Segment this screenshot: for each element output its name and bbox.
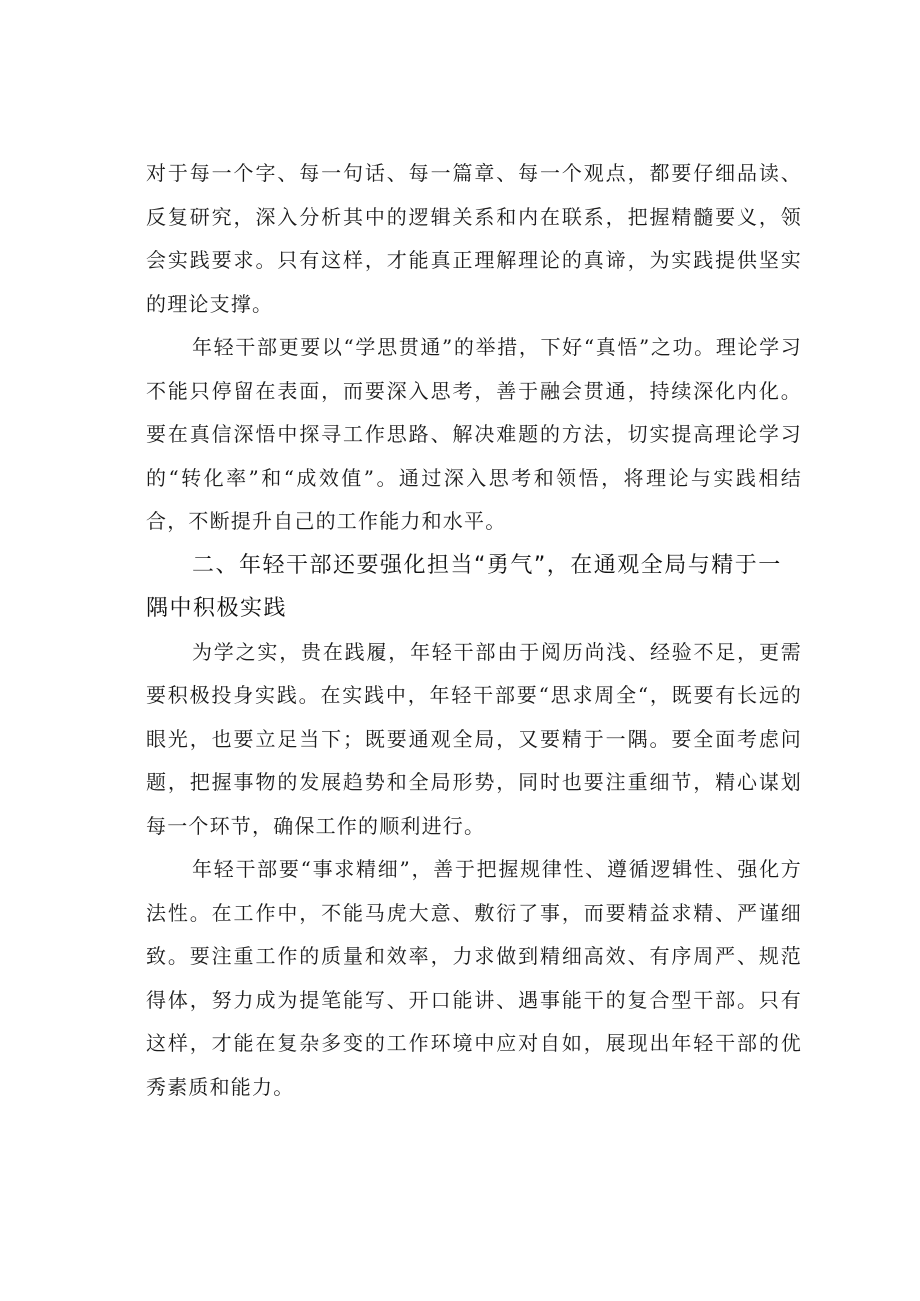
paragraph-practice: 为学之实，贵在践履，年轻干部由于阅历尚浅、经验不足，更需要积极投身实践。在实践中，年轻干部要“思求周全“，既要有长远的眼光，也要立足当下；既要通观全局，又要精于一隅。要全面考虑问题，把握事物的发展趋势和全局形势，同时也要注重细节，精心谋划每一个环节，确保工作的顺利进行。 [146, 639, 802, 838]
document-body [146, 152, 802, 1109]
paragraph-precision: 年轻干部要“事求精细”，善于把握规律性、遵循逻辑性、强化方法性。在工作中，不能马虎大意、敷衍了事，而要精益求精、严谨细致。要注重工作的质量和效率，力求做到精细高效、有序周严、规范得体，努力成为提笔能写、开口能讲、遇事能干的复合型干部。只有这样，才能在复杂多变的工作环境中应对自如，展现出年轻干部的优秀素质和能力。 [146, 857, 802, 1099]
section-heading-2: 二、年轻干部还要强化担当“勇气”，在通观全局与精于一隅中积极实践 [146, 552, 782, 621]
paragraph-continuation: 对于每一个字、每一句话、每一篇章、每一个观点，都要仔细品读、反复研究，深入分析其中的逻辑关系和内在联系，把握精髓要义，领会实践要求。只有这样，才能真正理解理论的真谛，为实践提供坚实的理论支撑。 [146, 161, 802, 316]
paragraph-study-thinking: 年轻干部更要以“学思贯通”的举措，下好“真悟”之功。理论学习不能只停留在表面，而要深入思考，善于融会贯通，持续深化内化。要在真信深悟中探寻工作思路、解决难题的方法，切实提高理论学习的“转化率”和“成效值”。通过深入思考和领悟，将理论与实践相结合，不断提升自己的工作能力和水平。 [146, 335, 802, 533]
